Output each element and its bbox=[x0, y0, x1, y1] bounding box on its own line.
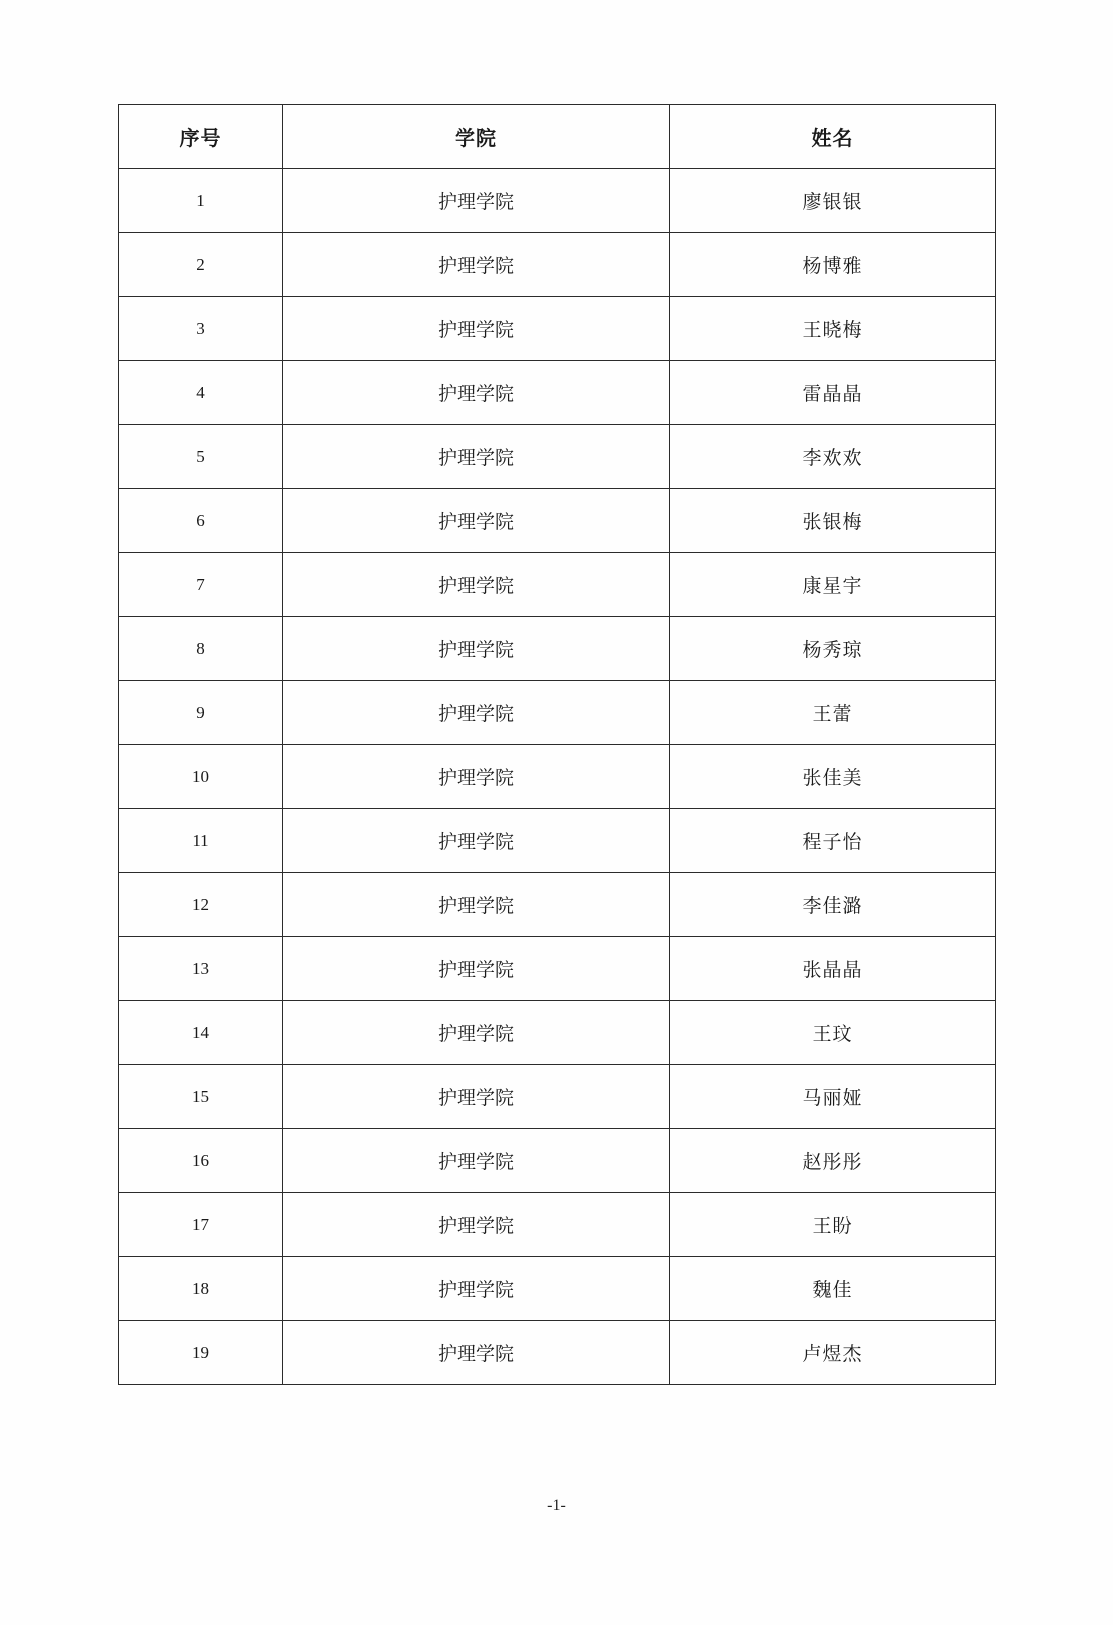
cell-index: 7 bbox=[119, 553, 283, 617]
table-row bbox=[119, 553, 996, 617]
cell-name: 廖银银 bbox=[670, 169, 996, 233]
roster-table bbox=[118, 104, 996, 1385]
cell-index: 15 bbox=[119, 1065, 283, 1129]
table-row bbox=[119, 489, 996, 553]
cell-name: 王蕾 bbox=[670, 681, 996, 745]
table-row bbox=[119, 1257, 996, 1321]
cell-name: 张佳美 bbox=[670, 745, 996, 809]
cell-index: 13 bbox=[119, 937, 283, 1001]
cell-college: 护理学院 bbox=[283, 297, 670, 361]
cell-college: 护理学院 bbox=[283, 425, 670, 489]
cell-college: 护理学院 bbox=[283, 937, 670, 1001]
table-row bbox=[119, 681, 996, 745]
roster-table-container bbox=[118, 104, 995, 1385]
table-body bbox=[119, 169, 996, 1385]
table-row bbox=[119, 809, 996, 873]
column-header-college: 学院 bbox=[283, 105, 670, 169]
column-header-index: 序号 bbox=[119, 105, 283, 169]
cell-index: 10 bbox=[119, 745, 283, 809]
table-row bbox=[119, 425, 996, 489]
cell-college: 护理学院 bbox=[283, 617, 670, 681]
cell-college: 护理学院 bbox=[283, 233, 670, 297]
cell-index: 6 bbox=[119, 489, 283, 553]
cell-name: 康星宇 bbox=[670, 553, 996, 617]
cell-name: 卢煜杰 bbox=[670, 1321, 996, 1385]
page-number: -1- bbox=[547, 1497, 566, 1514]
cell-name: 马丽娅 bbox=[670, 1065, 996, 1129]
table-row bbox=[119, 361, 996, 425]
cell-index: 18 bbox=[119, 1257, 283, 1321]
cell-index: 9 bbox=[119, 681, 283, 745]
table-row bbox=[119, 233, 996, 297]
cell-college: 护理学院 bbox=[283, 809, 670, 873]
cell-index: 16 bbox=[119, 1129, 283, 1193]
cell-college: 护理学院 bbox=[283, 681, 670, 745]
cell-college: 护理学院 bbox=[283, 1193, 670, 1257]
cell-college: 护理学院 bbox=[283, 1065, 670, 1129]
cell-college: 护理学院 bbox=[283, 745, 670, 809]
cell-index: 17 bbox=[119, 1193, 283, 1257]
cell-index: 19 bbox=[119, 1321, 283, 1385]
cell-index: 11 bbox=[119, 809, 283, 873]
cell-name: 程子怡 bbox=[670, 809, 996, 873]
cell-college: 护理学院 bbox=[283, 361, 670, 425]
table-row bbox=[119, 745, 996, 809]
cell-index: 12 bbox=[119, 873, 283, 937]
table-row bbox=[119, 169, 996, 233]
cell-name: 张晶晶 bbox=[670, 937, 996, 1001]
table-header-row bbox=[119, 105, 996, 169]
cell-index: 2 bbox=[119, 233, 283, 297]
table-row bbox=[119, 873, 996, 937]
cell-name: 张银梅 bbox=[670, 489, 996, 553]
cell-college: 护理学院 bbox=[283, 1001, 670, 1065]
cell-name: 赵彤彤 bbox=[670, 1129, 996, 1193]
cell-college: 护理学院 bbox=[283, 873, 670, 937]
cell-index: 8 bbox=[119, 617, 283, 681]
cell-name: 李佳潞 bbox=[670, 873, 996, 937]
cell-college: 护理学院 bbox=[283, 1257, 670, 1321]
cell-college: 护理学院 bbox=[283, 169, 670, 233]
table-row bbox=[119, 1321, 996, 1385]
cell-index: 5 bbox=[119, 425, 283, 489]
cell-name: 魏佳 bbox=[670, 1257, 996, 1321]
cell-college: 护理学院 bbox=[283, 1129, 670, 1193]
cell-name: 雷晶晶 bbox=[670, 361, 996, 425]
cell-index: 4 bbox=[119, 361, 283, 425]
table-row bbox=[119, 1065, 996, 1129]
table-row bbox=[119, 1193, 996, 1257]
cell-index: 3 bbox=[119, 297, 283, 361]
table-row bbox=[119, 617, 996, 681]
cell-index: 1 bbox=[119, 169, 283, 233]
table-row bbox=[119, 937, 996, 1001]
cell-name: 李欢欢 bbox=[670, 425, 996, 489]
table-row bbox=[119, 297, 996, 361]
cell-college: 护理学院 bbox=[283, 489, 670, 553]
cell-name: 杨秀琼 bbox=[670, 617, 996, 681]
table-row bbox=[119, 1129, 996, 1193]
table-row bbox=[119, 1001, 996, 1065]
cell-name: 杨博雅 bbox=[670, 233, 996, 297]
column-header-name: 姓名 bbox=[670, 105, 996, 169]
cell-index: 14 bbox=[119, 1001, 283, 1065]
cell-name: 王盼 bbox=[670, 1193, 996, 1257]
cell-college: 护理学院 bbox=[283, 1321, 670, 1385]
cell-name: 王玟 bbox=[670, 1001, 996, 1065]
table-header bbox=[119, 105, 996, 169]
cell-name: 王晓梅 bbox=[670, 297, 996, 361]
cell-college: 护理学院 bbox=[283, 553, 670, 617]
